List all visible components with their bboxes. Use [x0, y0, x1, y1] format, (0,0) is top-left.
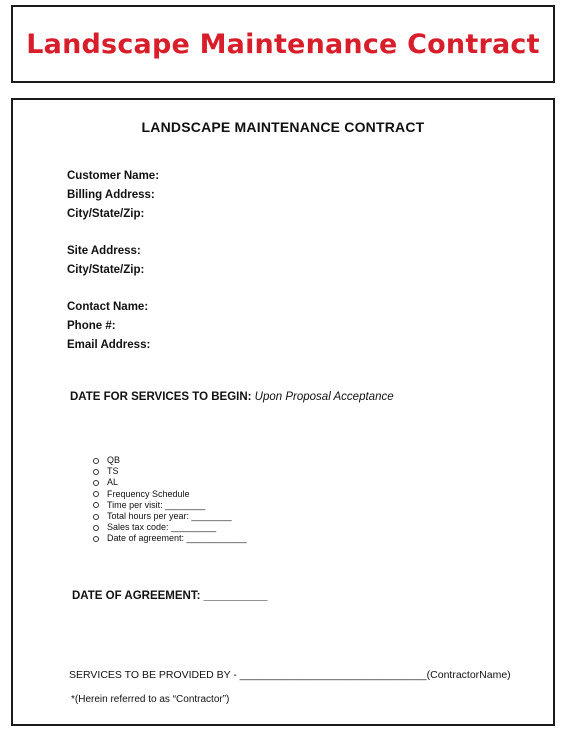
date-services-begin-label: DATE FOR SERVICES TO BEGIN: — [70, 391, 252, 403]
checklist-item — [93, 455, 247, 466]
circle-bullet-icon — [93, 514, 99, 520]
checklist-item-label: TS — [107, 466, 119, 477]
circle-bullet-icon — [93, 502, 99, 508]
date-services-begin-value: Upon Proposal Acceptance — [254, 391, 394, 403]
checklist-item — [93, 533, 247, 544]
document-title: LANDSCAPE MAINTENANCE CONTRACT — [141, 119, 425, 135]
checklist-item — [93, 489, 247, 500]
circle-bullet-icon — [93, 469, 99, 475]
billing-city-state-zip-field: City/State/Zip: — [67, 208, 145, 220]
circle-bullet-icon — [93, 536, 99, 542]
banner-title: Landscape Maintenance Contract — [26, 28, 540, 60]
checklist-item-label: AL — [107, 477, 119, 488]
checklist-item-label: Frequency Schedule — [107, 488, 190, 499]
phone-field: Phone #: — [67, 320, 116, 332]
checklist — [93, 455, 247, 545]
circle-bullet-icon — [93, 525, 99, 531]
checklist-item-label: Time per visit: ________ — [107, 499, 206, 510]
checklist-item — [93, 511, 247, 522]
checklist-item-label: QB — [107, 455, 121, 465]
site-address-field: Site Address: — [67, 245, 141, 257]
checklist-item-label: Total hours per year: ________ — [107, 510, 232, 521]
date-of-agreement: DATE OF AGREEMENT: __________ — [72, 590, 268, 602]
circle-bullet-icon — [93, 458, 99, 464]
checklist-item — [93, 500, 247, 511]
checklist-item — [93, 522, 247, 533]
date-services-begin — [70, 391, 394, 403]
email-address-field: Email Address: — [67, 339, 151, 351]
checklist-item — [93, 466, 247, 477]
checklist-item-label: Sales tax code: _________ — [107, 522, 217, 533]
contractor-footnote: *(Herein referred to as “Contractor”) — [71, 694, 230, 705]
site-city-state-zip-field: City/State/Zip: — [67, 264, 145, 276]
circle-bullet-icon — [93, 480, 99, 486]
checklist-item — [93, 477, 247, 488]
services-provided-by: SERVICES TO BE PROVIDED BY - ________________________________(ContractorName) — [69, 669, 511, 681]
contact-name-field: Contact Name: — [67, 301, 149, 313]
billing-address-field: Billing Address: — [67, 189, 155, 201]
banner — [11, 5, 555, 83]
checklist-item-label: Date of agreement: ____________ — [107, 533, 247, 544]
circle-bullet-icon — [93, 491, 99, 497]
contract-document — [11, 98, 555, 726]
customer-name-field: Customer Name: — [67, 170, 160, 182]
